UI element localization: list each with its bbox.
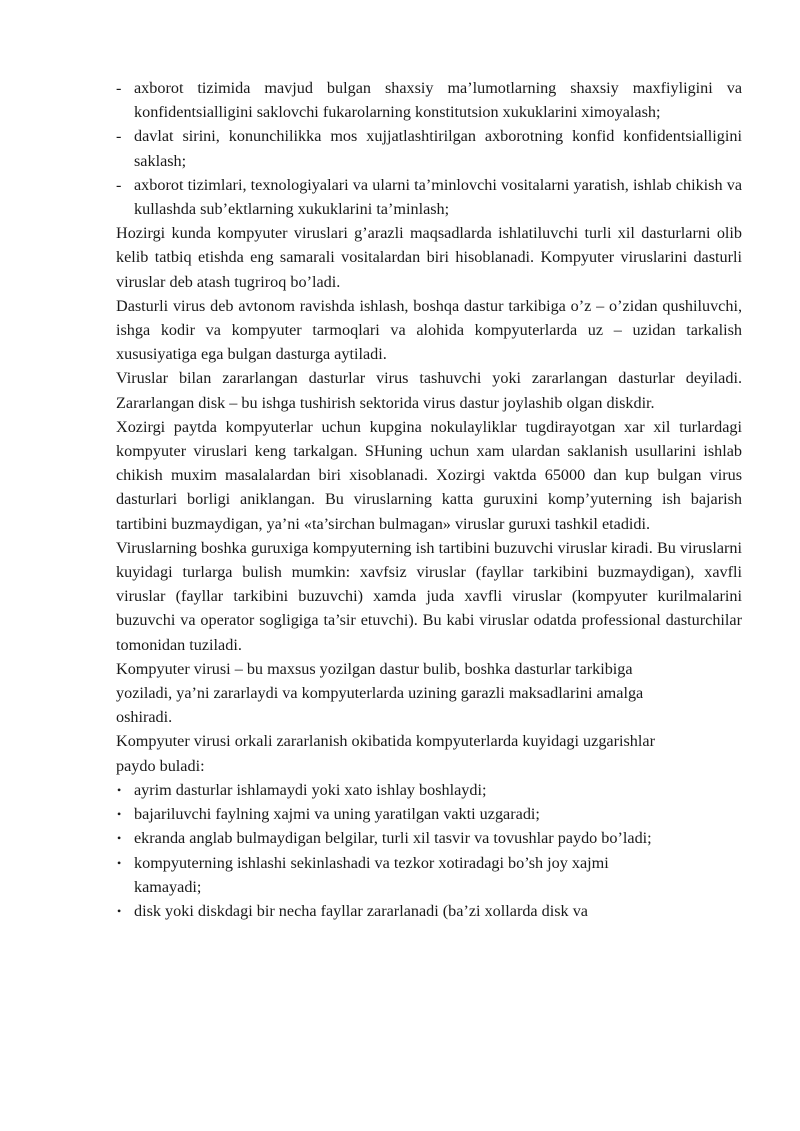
list-item-text: axborot tizimlari, texnologiyalari va ularni ta’minlovchi vositalarni yaratish, ishlab chikish va kullashda sub’ektlarning xukuklarini ta’minlash;: [134, 175, 742, 219]
list-item-text: ayrim dasturlar ishlamaydi yoki xato ishlay boshlaydi;: [134, 780, 487, 799]
paragraph: Hozirgi kunda kompyuter viruslari g’arazli maqsadlarda ishlatiluvchi turli xil dasturlarni olib kelib tatbiq etishda eng samarali vositalardan biri hisoblanadi. Kompyuter viruslarini dasturli viruslar deb atash tugriroq bo’ladi.: [116, 224, 742, 291]
document-page: [116, 76, 742, 923]
dash-list-item: [116, 173, 742, 221]
bullet-list-item: [116, 802, 679, 826]
bullet-list-item: [116, 851, 679, 899]
dash-list-item: [116, 76, 742, 124]
bullet-list-item: [116, 899, 679, 923]
bullet-marker: •: [117, 903, 122, 918]
list-item-text: bajariluvchi faylning xajmi va uning yaratilgan vakti uzgaradi;: [134, 805, 540, 824]
paragraph: Xozirgi paytda kompyuterlar uchun kupgina nokulayliklar tugdirayotgan xar xil turlardagi kompyuter viruslari keng tarkalgan. SHuning uchun xam ulardan saklanish usullarini ishlab chikish muxim masalalardan biri xisoblanadi. Xozirgi vaktda 65000 dan kup bulgan virus dasturlari borligi aniklangan. Bu viruslarning katta guruxini komp’yuterning ish bajarish tartibini buzmaydigan, ya’ni «ta’sirchan bulmagan» viruslar guruxi tashkil etadidi.: [116, 417, 742, 533]
dash-marker: -: [116, 175, 122, 194]
list-item-text: davlat sirini, konunchilikka mos xujjatlashtirilgan axborotning konfid konfidentsialligini saklash;: [134, 127, 742, 170]
bullet-marker: •: [117, 855, 122, 870]
bullet-list-item: [116, 778, 679, 802]
paragraph: Kompyuter virusi orkali zararlanish okibatida kompyuterlarda kuyidagi uzgarishlar paydo buladi:: [116, 732, 655, 775]
paragraph: Viruslar bilan zararlangan dasturlar virus tashuvchi yoki zararlangan dasturlar deyiladi. Zararlangan disk – bu ishga tushirish sektorida virus dastur joylashib olgan diskdir.: [116, 369, 742, 412]
paragraph: Viruslarning boshka guruxiga kompyuterning ish tartibini buzuvchi viruslar kiradi. Bu viruslarni kuyidagi turlarga bulish mumkin: xavfsiz viruslar (fayllar tarkibini buzmaydigan), xavfli viruslar (fayllar tarkibini buzuvchi) xamda juda xavfli viruslar (kompyuter kurilmalarini buzuvchi va operator sogligiga ta’sir etuvchi). Bu kabi viruslar odatda professional dasturchilar tomonidan tuziladi.: [116, 538, 742, 654]
list-item-text: ekranda anglab bulmaydigan belgilar, turli xil tasvir va tovushlar paydo bo’ladi;: [134, 829, 652, 848]
paragraph: Kompyuter virusi – bu maxsus yozilgan dastur bulib, boshka dasturlar tarkibiga yoziladi, ya’ni zararlaydi va kompyuterlarda uzining garazli maksadlarini amalga oshiradi.: [116, 659, 644, 727]
bullet-marker: •: [117, 782, 122, 797]
paragraph: Dasturli virus deb avtonom ravishda ishlash, boshqa dastur tarkibiga o’z – o’zidan qushiluvchi, ishga kodir va kompyuter tarmoqlari va alohida kompyuterlarda uz – uzidan tarkalish xususiyatiga ega bulgan dasturga aytiladi.: [116, 296, 742, 364]
bullet-marker: •: [117, 831, 122, 846]
dash-list-item: [116, 124, 742, 172]
dash-marker: -: [116, 79, 122, 97]
list-item-text: axborot tizimida mavjud bulgan shaxsiy ma’lumotlarning shaxsiy maxfiyligini va konfidentsialligini saklovchi fukarolarning konstitutsion xukuklarini ximoyalash;: [134, 79, 742, 122]
dash-marker: -: [116, 127, 122, 146]
bullet-list-item: [116, 826, 679, 850]
list-item-text: disk yoki diskdagi bir necha fayllar zararlanadi (ba’zi xollarda disk va: [134, 901, 588, 920]
bullet-marker: •: [117, 807, 122, 822]
list-item-text: kompyuterning ishlashi sekinlashadi va tezkor xotiradagi bo’sh joy xajmi kamayadi;: [134, 853, 609, 896]
